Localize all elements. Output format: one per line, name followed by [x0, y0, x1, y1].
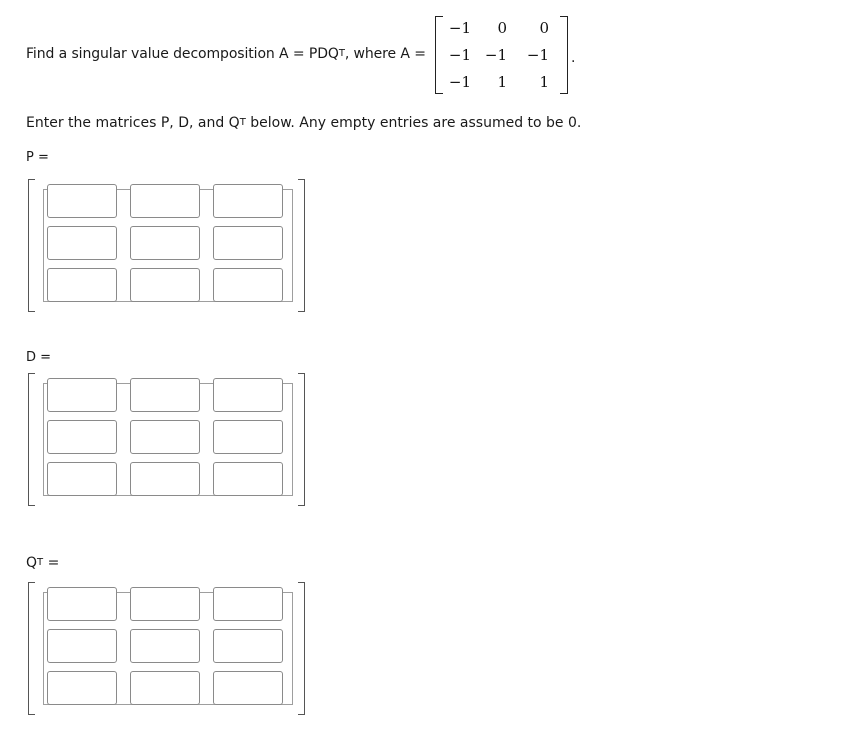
instructions-prefix: Enter the matrices P, D, and Q: [26, 115, 240, 131]
matrix-p-label: P =: [26, 150, 49, 165]
matrix-a-entry: 0: [539, 19, 549, 37]
instructions-suffix: below. Any empty entries are assumed to be 0.: [245, 115, 582, 131]
problem-transpose-sup: T: [338, 48, 345, 59]
matrix-qt-right-bracket: [298, 582, 305, 715]
matrix-qt-input: [27, 582, 305, 714]
matrix-d-left-bracket: [28, 373, 35, 506]
instructions: [26, 115, 581, 131]
instructions-transpose-sup: T: [239, 117, 246, 128]
matrix-p-cell[interactable]: [213, 268, 283, 302]
matrix-p-cell[interactable]: [213, 226, 283, 260]
matrix-d-cell[interactable]: [213, 378, 283, 412]
matrix-qt-cell[interactable]: [47, 629, 117, 663]
matrix-qt-label-eq: =: [43, 555, 60, 571]
matrix-qt-cell[interactable]: [213, 587, 283, 621]
matrix-p-cell[interactable]: [47, 226, 117, 260]
matrix-p-cell[interactable]: [130, 226, 200, 260]
matrix-qt-cell[interactable]: [213, 671, 283, 705]
matrix-a-entry: 0: [497, 19, 507, 37]
matrix-d-cell[interactable]: [47, 378, 117, 412]
matrix-p-cell[interactable]: [130, 268, 200, 302]
matrix-qt-cell[interactable]: [213, 629, 283, 663]
matrix-a-entry: −1: [448, 73, 471, 91]
matrix-qt-cell[interactable]: [130, 587, 200, 621]
matrix-qt-cell[interactable]: [130, 629, 200, 663]
matrix-a-entry: −1: [484, 46, 507, 64]
matrix-d-label: D =: [26, 350, 52, 365]
matrix-qt-label: [26, 555, 59, 571]
matrix-p-cell[interactable]: [213, 184, 283, 218]
problem-suffix: , where A =: [344, 46, 426, 62]
matrix-d-cell[interactable]: [47, 420, 117, 454]
matrix-a-entry: 1: [539, 73, 549, 91]
matrix-d-cell[interactable]: [130, 420, 200, 454]
matrix-p-right-bracket: [298, 179, 305, 312]
matrix-qt-left-bracket: [28, 582, 35, 715]
matrix-a: [433, 16, 570, 94]
matrix-p-cell[interactable]: [130, 184, 200, 218]
matrix-d-right-bracket: [298, 373, 305, 506]
matrix-d-input: [27, 373, 305, 505]
matrix-p-cell[interactable]: [47, 268, 117, 302]
matrix-qt-cell[interactable]: [47, 671, 117, 705]
problem-statement: [26, 46, 426, 62]
matrix-p-input: [27, 179, 305, 311]
matrix-a-entry: 1: [497, 73, 507, 91]
problem-prefix: Find a singular value decomposition A = PDQ: [26, 46, 339, 62]
matrix-p-left-bracket: [28, 179, 35, 312]
matrix-d-cell[interactable]: [213, 462, 283, 496]
matrix-a-entry: −1: [448, 19, 471, 37]
matrix-qt-cell[interactable]: [47, 587, 117, 621]
matrix-d-cell[interactable]: [213, 420, 283, 454]
matrix-a-right-bracket: [560, 16, 568, 94]
matrix-d-cell[interactable]: [130, 462, 200, 496]
matrix-d-cell[interactable]: [47, 462, 117, 496]
matrix-a-entry: −1: [526, 46, 549, 64]
matrix-d-cell[interactable]: [130, 378, 200, 412]
matrix-qt-cell[interactable]: [130, 671, 200, 705]
matrix-a-entry: −1: [448, 46, 471, 64]
problem-period: .: [571, 50, 576, 66]
matrix-qt-label-base: Q: [26, 555, 38, 571]
matrix-p-cell[interactable]: [47, 184, 117, 218]
matrix-qt-label-sup: T: [37, 557, 44, 568]
